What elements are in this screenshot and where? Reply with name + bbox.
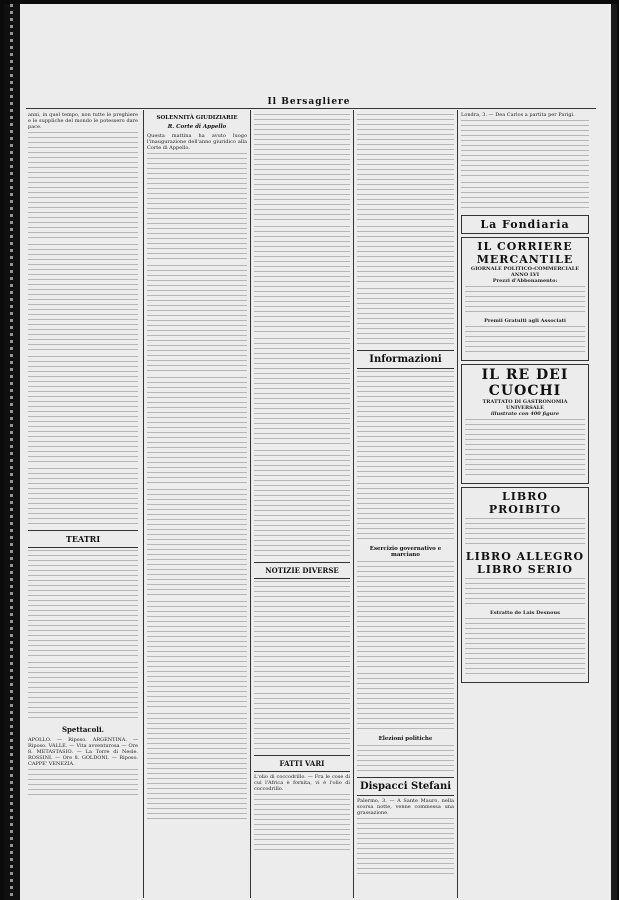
article-text: Londra, 3. — Dea Carlos a partita per Parigi. bbox=[461, 112, 575, 118]
body-text-block bbox=[28, 769, 138, 799]
article-text: anni, in quel tempo, non tutte le preghiere e le suppliche del mondo le potessero dare pace. bbox=[28, 112, 138, 130]
body-text-block bbox=[465, 286, 585, 316]
advertisement-re-cuochi bbox=[461, 364, 589, 484]
spettacoli-list: APOLLO. — Riposo. ARGENTINA. — Riposo. VALLE. — Vita avventurosa — Ore 8. METASTASIO. — La Torre di Nesle. ROSSINI. — Ore 8. GOLDONI. — Riposo. CAPPE' VENEZIA. bbox=[28, 737, 138, 767]
body-text-block bbox=[28, 550, 138, 660]
ad-title: IL RE DEI CUOCHI bbox=[481, 367, 569, 399]
body-text-block bbox=[147, 265, 247, 375]
ad-illustration-note: illustrato con 400 figure bbox=[490, 411, 560, 417]
divider bbox=[357, 777, 454, 778]
divider bbox=[357, 350, 454, 351]
body-text-block bbox=[357, 673, 454, 733]
body-text-block bbox=[254, 581, 350, 691]
ad-title: IL CORRIERE MERCANTILE bbox=[476, 240, 574, 266]
body-text-block bbox=[357, 226, 454, 286]
column-3 bbox=[254, 112, 350, 900]
advertisement-fondiaria bbox=[461, 215, 589, 234]
body-text-block bbox=[357, 818, 454, 878]
body-text-block bbox=[254, 226, 350, 336]
scan-left-edge bbox=[4, 4, 20, 900]
divider bbox=[28, 547, 138, 548]
section-heading-notizie: NOTIZIE DIVERSE bbox=[265, 566, 339, 575]
body-text-block bbox=[357, 745, 454, 775]
body-text-block bbox=[147, 489, 247, 599]
article-text: L'olio di coccodrillo. — Fra le cose di cui l'Africa è fornita, vi è l'olio di coccodrillo. bbox=[254, 774, 350, 792]
body-text-block bbox=[357, 371, 454, 481]
newspaper-page bbox=[4, 4, 617, 900]
body-text-block bbox=[465, 518, 585, 548]
section-heading-dispacci: Dispacci Stefani bbox=[359, 781, 452, 792]
divider bbox=[254, 755, 350, 756]
article-text: Palermo, 3. — A Sante Mauro, nella scorsa notte, venne commessa una grassazione. bbox=[357, 798, 454, 816]
body-text-block bbox=[254, 338, 350, 448]
section-heading-solennita: SOLENNITÀ GIUDIZIARIE bbox=[156, 115, 238, 121]
body-text-block bbox=[461, 182, 589, 212]
body-text-block bbox=[28, 244, 138, 354]
body-text-block bbox=[147, 713, 247, 823]
body-text-block bbox=[254, 794, 350, 854]
ad-title: LIBRO ALLEGRO bbox=[465, 550, 585, 563]
column-4 bbox=[357, 112, 454, 900]
scan-right-edge bbox=[611, 4, 617, 900]
body-text-block bbox=[357, 288, 454, 348]
ad-title: LIBRO PROIBITO bbox=[488, 490, 562, 516]
column-divider bbox=[457, 110, 458, 898]
column-divider bbox=[143, 110, 144, 898]
divider bbox=[254, 562, 350, 563]
divider bbox=[357, 368, 454, 369]
body-text-block bbox=[357, 483, 454, 543]
body-text-block bbox=[254, 693, 350, 753]
article-text: Questa mattina ha avuto luogo l'inaugurazione dell'anno giuridico alla Corte di Appello. bbox=[147, 133, 247, 151]
column-divider bbox=[250, 110, 251, 898]
divider bbox=[254, 771, 350, 772]
divider bbox=[357, 795, 454, 796]
masthead: Il Bersagliere bbox=[267, 97, 351, 107]
column-5 bbox=[461, 112, 589, 900]
body-text-block bbox=[465, 326, 585, 356]
ad-year: ANNO LVI bbox=[510, 272, 540, 278]
ad-title: La Fondiaria bbox=[480, 218, 570, 231]
body-text-block bbox=[461, 120, 589, 180]
ad-title: LIBRO SERIO bbox=[477, 563, 573, 576]
column-2 bbox=[147, 112, 247, 900]
column-1 bbox=[28, 112, 138, 900]
body-text-block bbox=[254, 450, 350, 560]
body-text-block bbox=[28, 662, 138, 722]
divider bbox=[28, 530, 138, 531]
column-divider bbox=[353, 110, 354, 898]
section-heading-teatri: TEATRI bbox=[65, 534, 101, 544]
body-text-block bbox=[28, 132, 138, 242]
body-text-block bbox=[357, 561, 454, 671]
advertisement-corriere bbox=[461, 237, 589, 361]
body-text-block bbox=[465, 618, 585, 678]
sub-heading-corte: R. Corte di Appello bbox=[167, 124, 227, 130]
ad-subtitle: TRATTATO DI GASTRONOMIA UNIVERSALE bbox=[482, 399, 568, 411]
top-rule bbox=[26, 108, 596, 109]
divider bbox=[254, 578, 350, 579]
body-text-block bbox=[147, 601, 247, 711]
body-text-block bbox=[28, 356, 138, 466]
body-text-block bbox=[147, 153, 247, 263]
body-text-block bbox=[465, 419, 585, 479]
body-text-block bbox=[147, 377, 247, 487]
section-heading-informazioni: Informazioni bbox=[369, 354, 442, 365]
section-heading-elezioni: Elezioni politiche bbox=[378, 736, 433, 742]
ad-prices-heading: Prezzi d'Abbonamento: bbox=[492, 278, 558, 284]
body-text-block bbox=[28, 468, 138, 528]
ad-premi-heading: Premii Gratuiti agli Associati bbox=[484, 318, 566, 324]
ad-subtitle: GIORNALE POLITICO-COMMERCIALE bbox=[470, 266, 580, 272]
section-heading-spettacoli: Spettacoli. bbox=[61, 725, 105, 734]
ad-subtitle: Estratto de Lais Desnous bbox=[490, 610, 560, 616]
body-text-block bbox=[254, 114, 350, 224]
body-text-block bbox=[357, 114, 454, 224]
advertisement-libri bbox=[461, 487, 589, 683]
body-text-block bbox=[465, 578, 585, 608]
section-heading-esercizio: Esercizio governativo e marciano bbox=[369, 546, 442, 558]
section-heading-fatti-vari: FATTI VARI bbox=[279, 759, 325, 768]
